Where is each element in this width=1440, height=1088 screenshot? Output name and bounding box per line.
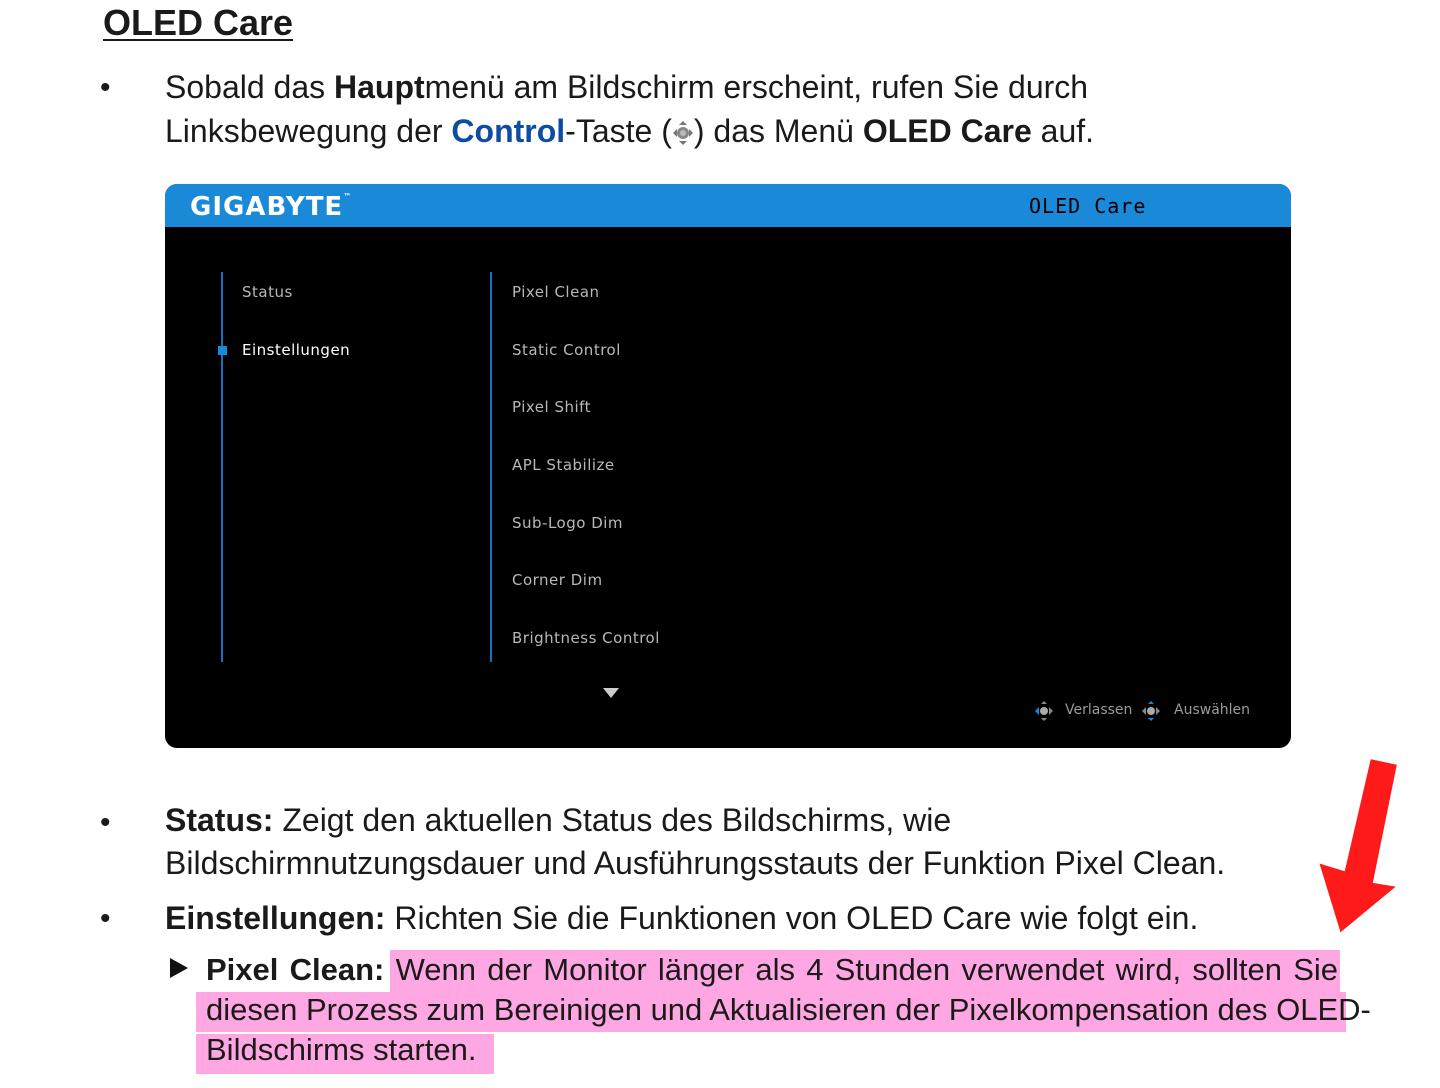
intro-text: Sobald das xyxy=(165,69,335,105)
status-label: Status: xyxy=(165,802,274,838)
intro-bold-haupt: Haupt xyxy=(334,69,425,105)
status-text: Bildschirmnutzungsdauer und Ausführungsstauts der Funktion Pixel Clean. xyxy=(165,845,1226,881)
intro-text: Linksbewegung der xyxy=(165,113,452,149)
settings-text: Richten Sie die Funktionen von OLED Care wie folgt ein. xyxy=(385,900,1199,936)
settings-label: Einstellungen: xyxy=(165,900,386,936)
osd-item-pixel-shift[interactable]: Pixel Shift xyxy=(512,398,592,416)
pixel-clean-line-3: Bildschirms starten. xyxy=(206,1032,477,1067)
control-key-icon xyxy=(672,120,694,146)
settings-paragraph xyxy=(165,896,1198,940)
sub-bullet-triangle-icon xyxy=(170,958,188,978)
pixel-clean-line-2: diesen Prozess zum Bereinigen und Aktualisieren der Pixelkompensation des OLED- xyxy=(206,992,1371,1027)
osd-menu-status[interactable]: Status xyxy=(242,283,293,301)
intro-bold-control: Control xyxy=(451,113,566,149)
right-menu-divider xyxy=(490,272,492,662)
osd-item-apl-stabilize[interactable]: APL Stabilize xyxy=(512,456,615,474)
osd-menu-einstellungen[interactable]: Einstellungen xyxy=(242,341,351,359)
gigabyte-logo: GIGABYTE™ xyxy=(190,192,353,222)
bullet: • xyxy=(100,902,111,935)
osd-item-static-control[interactable]: Static Control xyxy=(512,341,621,359)
osd-item-pixel-clean[interactable]: Pixel Clean xyxy=(512,283,600,301)
intro-text: auf. xyxy=(1031,113,1095,149)
pixel-clean-text: Wenn der Monitor länger als 4 Stunden verwendet wird, sollten Sie xyxy=(384,952,1338,987)
osd-item-corner-dim[interactable]: Corner Dim xyxy=(512,571,603,589)
selection-marker xyxy=(218,346,227,355)
bullet: • xyxy=(100,71,111,104)
pixel-clean-line-1 xyxy=(206,950,1338,990)
intro-text: -Taste ( xyxy=(565,113,672,149)
scroll-down-arrow-icon[interactable] xyxy=(603,688,619,698)
osd-title: OLED Care xyxy=(1029,194,1147,218)
osd-header xyxy=(165,184,1291,227)
osd-item-sub-logo-dim[interactable]: Sub-Logo Dim xyxy=(512,514,624,532)
joystick-press-icon xyxy=(1140,699,1162,723)
hint-select: Auswählen xyxy=(1174,702,1251,718)
pixel-clean-label: Pixel Clean: xyxy=(206,952,385,987)
red-annotation-arrow-icon xyxy=(1300,750,1410,940)
bullet: • xyxy=(100,806,111,839)
joystick-left-icon xyxy=(1033,699,1055,723)
intro-bold-oled-care: OLED Care xyxy=(862,113,1032,149)
osd-item-brightness-control[interactable]: Brightness Control xyxy=(512,629,660,647)
intro-text: ) das Menü xyxy=(693,113,863,149)
page-heading: OLED Care xyxy=(103,2,294,43)
left-menu-divider xyxy=(221,272,223,662)
intro-text: menü am Bildschirm erscheint, rufen Sie durch xyxy=(424,69,1089,105)
status-paragraph xyxy=(165,799,1225,885)
osd-screenshot xyxy=(165,184,1291,748)
hint-exit: Verlassen xyxy=(1065,702,1133,718)
intro-paragraph xyxy=(165,65,1094,153)
status-text: Zeigt den aktuellen Status des Bildschirms, wie xyxy=(273,802,952,838)
